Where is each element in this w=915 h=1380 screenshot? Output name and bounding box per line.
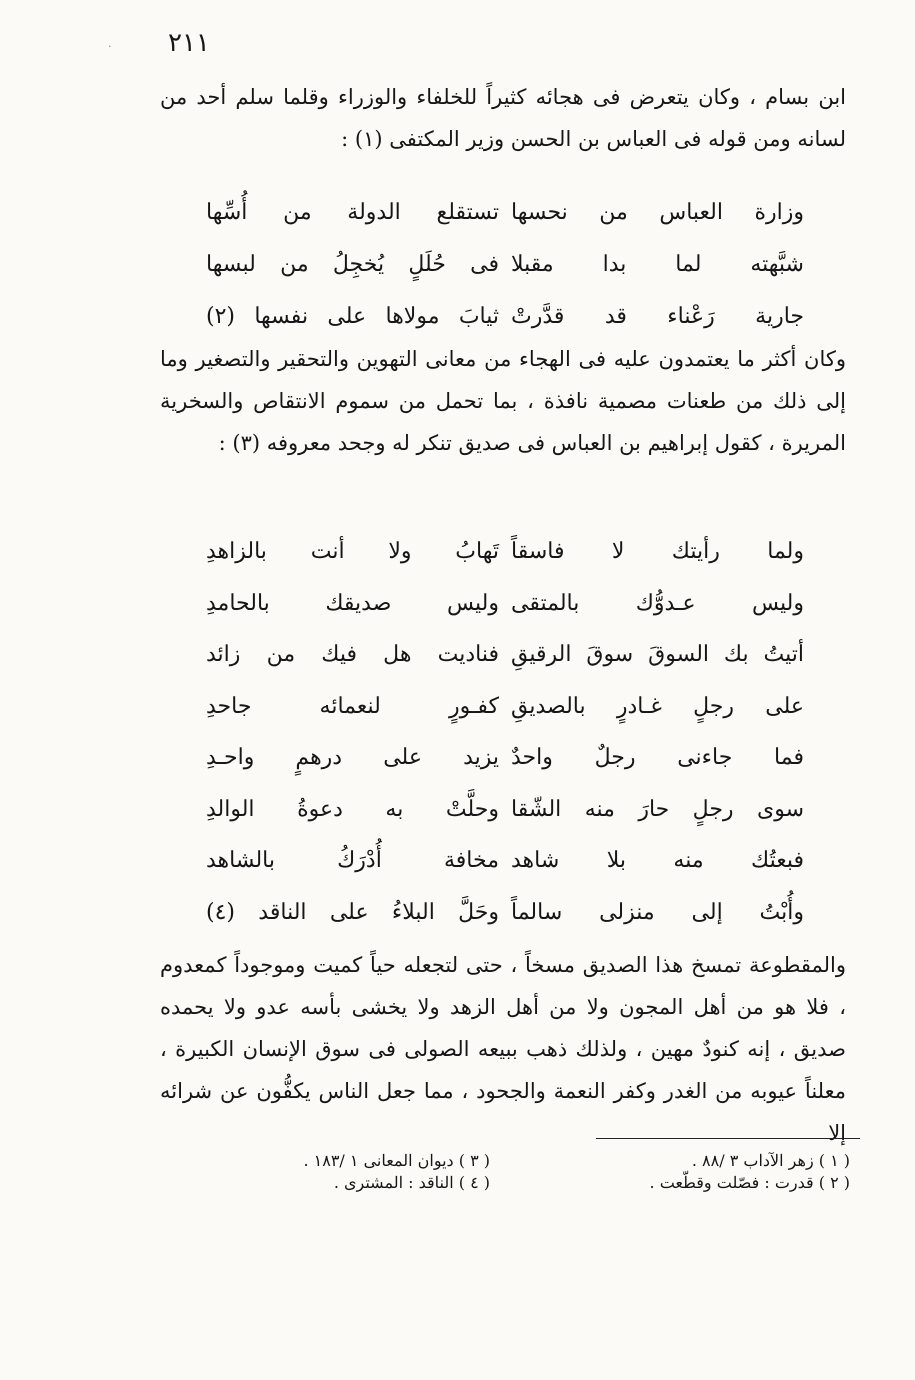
verse-hemistich-left: يزيد على درهمٍ واحـدِ [206, 745, 499, 771]
verse-hemistich-right: جارية رَعْناء قد قدَّرتْ [511, 303, 804, 329]
paragraph-satire: وكان أكثر ما يعتمدون عليه فى الهجاء من معانى التهوين والتحقير والتصغير وما إلى ذلك من طعنات مصمية نافذة ، بما تحمل من سموم الانتقاص والسخرية المريرة ، كقول إبراهيم بن العباس فى صديق تنكر له وجحد معروفه (٣) : [160, 347, 846, 455]
verse-hemistich-right: وزارة العباس من نحسها [511, 199, 804, 225]
verse-hemistich-left: فناديت هل فيك من زائد [206, 642, 499, 668]
poem-verse [200, 186, 810, 238]
verse-hemistich-right: ولما رأيتك لا فاسقاً [511, 539, 804, 565]
footnotes-column-left [250, 1150, 550, 1194]
verse-hemistich-right: سوى رجلٍ حارَ منه الشّقا [511, 796, 804, 822]
paragraph-intro: ابن بسام ، وكان يتعرض فى هجائه كثيراً للخلفاء والوزراء وقلما سلم أحد من لسانه ومن قوله فى العباس بن الحسن وزير المكتفى (١) : [160, 85, 846, 151]
poem-verse [200, 681, 810, 733]
footnotes [250, 1150, 850, 1194]
verse-hemistich-right: وأُبْتُ إلى منزلى سالماً [511, 899, 804, 925]
poem-verse [200, 290, 810, 342]
verse-hemistich-right: على رجلٍ غـادرٍ بالصديقِ [511, 693, 804, 719]
poem-verse [200, 526, 810, 578]
footnote-divider [596, 1138, 860, 1139]
poem-verse [200, 784, 810, 836]
page-number: ٢١١ [168, 28, 210, 58]
verse-hemistich-right: فبعتُك منه بلا شاهد [511, 848, 804, 874]
poem-verse [200, 578, 810, 630]
paragraph-commentary: والمقطوعة تمسخ هذا الصديق مسخاً ، حتى لتجعله حياً كميت وموجوداً كمعدوم ، فلا هو من أهل المجون ولا من أهل الزهد ولا يخشى بأسه عدو ولا يحمده صديق ، إنه كنودٌ مهين ، ولذلك ذهب ببيعه الصولى فى سوق الإنسان الكبيرة ، معلناً عيوبه من الغدر وكفر النعمة والجحود ، مما جعل الناس يكفُّون عن شرائه إلا [160, 953, 846, 1145]
footnote-1: ( ١ ) زهر الآداب ٣ /٨٨ . [691, 1151, 850, 1170]
verse-hemistich-right: وليس عـدوُّك بالمتقى [511, 590, 804, 616]
verse-hemistich-left: تستقلع الدولة من أُسِّها [206, 199, 499, 225]
scan-speck: · [108, 40, 112, 53]
poem-verse [200, 238, 810, 290]
verse-hemistich-left: وحلَّتْ به دعوةُ الوالدِ [206, 796, 499, 822]
verse-hemistich-left: مخافة أُدْرَكُ بالشاهد [206, 848, 499, 874]
verse-hemistich-left: وحَلَّ البلاءُ على الناقد (٤) [206, 899, 499, 925]
poem-verse [200, 629, 810, 681]
verse-hemistich-left: تَهابُ ولا أنت بالزاهدِ [206, 539, 499, 565]
verse-hemistich-left: كفـورٍ لنعمائه جاحدِ [206, 693, 499, 719]
verse-hemistich-left: فى حُلَلٍ يُخجِلُ من لبسها [206, 251, 499, 277]
poem-abbas [200, 186, 810, 342]
footnote-2: ( ٢ ) قدرت : فصّلت وقطّعت . [649, 1173, 850, 1192]
poem-ibrahim [200, 526, 810, 938]
poem-verse [200, 887, 810, 939]
verse-hemistich-right: فما جاءنى رجلٌ واحدٌ [511, 745, 804, 771]
verse-hemistich-right: أتيتُ بك السوقَ سوقَ الرقيقِ [511, 642, 804, 668]
verse-hemistich-left: ثيابَ مولاها على نفسها (٢) [206, 303, 499, 329]
footnote-3: ( ٣ ) ديوان المعانى ١ /١٨٣ . [303, 1151, 490, 1170]
poem-verse [200, 732, 810, 784]
verse-hemistich-left: وليس صديقك بالحامدِ [206, 590, 499, 616]
verse-hemistich-right: شبَّهته لما بدا مقبلا [511, 251, 804, 277]
footnote-4: ( ٤ ) الناقد : المشترى . [333, 1173, 490, 1192]
poem-verse [200, 835, 810, 887]
footnotes-column-right [550, 1150, 850, 1194]
